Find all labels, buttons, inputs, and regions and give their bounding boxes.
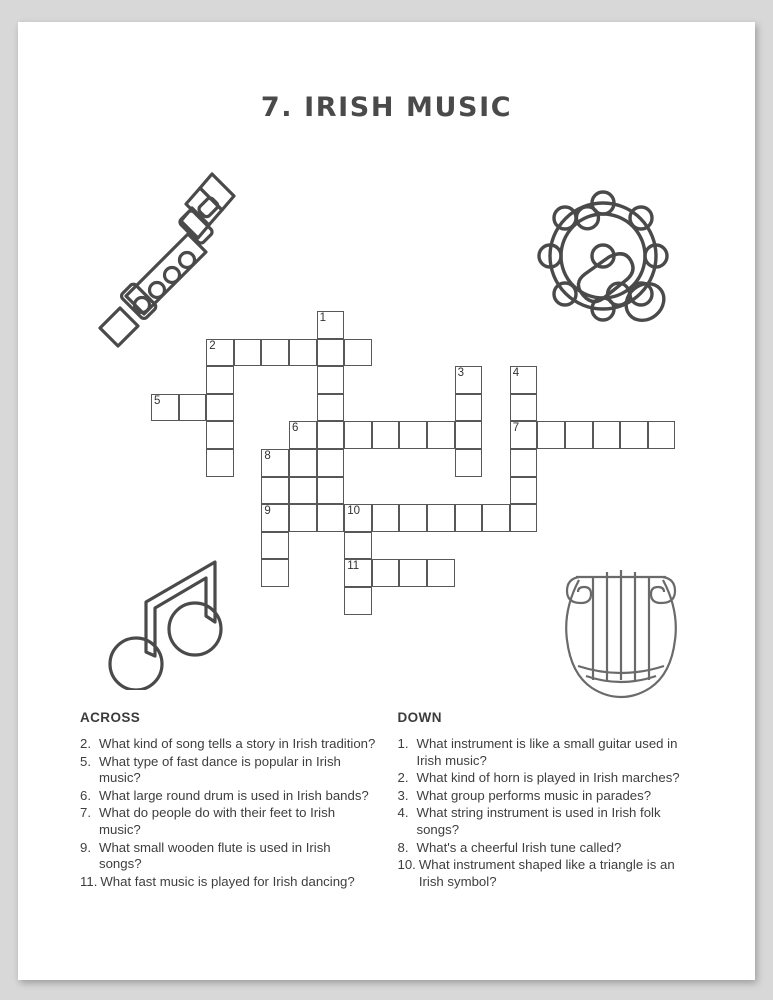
clue-text: What do people do with their feet to Irish music? bbox=[99, 805, 336, 837]
crossword-cell[interactable] bbox=[510, 421, 538, 449]
crossword-cell[interactable] bbox=[344, 339, 372, 367]
clue-number: 4. bbox=[397, 805, 409, 821]
crossword-cell[interactable] bbox=[261, 559, 289, 587]
crossword-cell[interactable] bbox=[537, 421, 565, 449]
crossword-cell[interactable] bbox=[399, 504, 427, 532]
clue-item bbox=[80, 805, 376, 838]
crossword-cell[interactable] bbox=[151, 394, 179, 422]
crossword-cell[interactable] bbox=[510, 366, 538, 394]
clue-item bbox=[80, 874, 376, 891]
clue-item bbox=[80, 788, 376, 805]
cell-number: 9 bbox=[264, 505, 271, 518]
crossword-cell[interactable] bbox=[482, 504, 510, 532]
crossword-cell[interactable] bbox=[372, 504, 400, 532]
crossword-cell[interactable] bbox=[289, 449, 317, 477]
crossword-cell[interactable] bbox=[455, 421, 483, 449]
clue-item bbox=[398, 736, 694, 769]
crossword-cell[interactable] bbox=[648, 421, 676, 449]
crossword-cell[interactable] bbox=[289, 339, 317, 367]
cell-number: 2 bbox=[209, 339, 216, 352]
clue-text: What large round drum is used in Irish bands? bbox=[99, 787, 369, 803]
clue-item bbox=[80, 754, 376, 787]
crossword-cell[interactable] bbox=[317, 366, 345, 394]
crossword-cell[interactable] bbox=[317, 311, 345, 339]
crossword-grid[interactable] bbox=[18, 22, 755, 722]
cell-number: 3 bbox=[457, 367, 464, 380]
crossword-cell[interactable] bbox=[289, 421, 317, 449]
crossword-cell[interactable] bbox=[565, 421, 593, 449]
crossword-cell[interactable] bbox=[372, 559, 400, 587]
crossword-cell[interactable] bbox=[344, 532, 372, 560]
cell-number: 4 bbox=[512, 367, 520, 380]
clue-text: What string instrument is used in Irish folk songs? bbox=[416, 805, 661, 837]
crossword-cell[interactable] bbox=[317, 449, 345, 477]
clue-number: 2. bbox=[80, 736, 91, 751]
cell-number: 1 bbox=[319, 312, 326, 324]
crossword-cell[interactable] bbox=[317, 394, 345, 422]
worksheet-sheet bbox=[18, 22, 755, 980]
crossword-cell[interactable] bbox=[261, 532, 289, 560]
cell-number: 8 bbox=[264, 450, 271, 462]
crossword-cell[interactable] bbox=[510, 449, 538, 477]
crossword-cell[interactable] bbox=[372, 421, 400, 449]
clue-text: What's a cheerful Irish tune called? bbox=[416, 839, 622, 855]
clue-number: 10. bbox=[397, 857, 416, 873]
clue-number: 1. bbox=[397, 736, 409, 751]
clue-number: 3. bbox=[397, 787, 409, 803]
clue-number: 6. bbox=[80, 787, 91, 803]
crossword-cell[interactable] bbox=[510, 394, 538, 422]
crossword-cell[interactable] bbox=[261, 477, 289, 505]
crossword-cell[interactable] bbox=[593, 421, 621, 449]
clue-item bbox=[398, 770, 694, 787]
crossword-cell[interactable] bbox=[455, 504, 483, 532]
crossword-cell[interactable] bbox=[179, 394, 207, 422]
clue-item bbox=[80, 736, 376, 753]
cell-number: 10 bbox=[347, 505, 360, 518]
crossword-cell[interactable] bbox=[399, 421, 427, 449]
crossword-cell[interactable] bbox=[261, 504, 289, 532]
clue-item bbox=[398, 857, 694, 890]
clue-number: 8. bbox=[397, 839, 409, 855]
crossword-cell[interactable] bbox=[289, 504, 317, 532]
cell-number: 6 bbox=[292, 422, 299, 435]
clue-number: 5. bbox=[80, 753, 91, 769]
clue-number: 11. bbox=[80, 873, 98, 889]
clue-number: 7. bbox=[80, 805, 91, 821]
crossword-cell[interactable] bbox=[206, 421, 234, 449]
clue-text: What kind of song tells a story in Irish tradition? bbox=[99, 736, 376, 751]
crossword-cell[interactable] bbox=[344, 421, 372, 449]
crossword-cell[interactable] bbox=[317, 339, 345, 367]
clue-text: What kind of horn is played in Irish marches? bbox=[416, 770, 680, 786]
down-column bbox=[398, 710, 694, 891]
crossword-cell[interactable] bbox=[620, 421, 648, 449]
clue-text: What instrument shaped like a triangle is an Irish symbol? bbox=[418, 857, 675, 889]
clue-item bbox=[80, 840, 376, 873]
clue-text: What group performs music in parades? bbox=[416, 787, 652, 803]
crossword-cell[interactable] bbox=[234, 339, 262, 367]
crossword-cell[interactable] bbox=[317, 421, 345, 449]
clues-section bbox=[18, 710, 755, 891]
clue-number: 9. bbox=[80, 839, 91, 855]
crossword-cell[interactable] bbox=[206, 394, 234, 422]
page-title: 7. IRISH MUSIC bbox=[260, 92, 513, 123]
clue-text: What instrument is like a small guitar used in Irish music? bbox=[416, 736, 678, 768]
crossword-cell[interactable] bbox=[399, 559, 427, 587]
crossword-cell[interactable] bbox=[344, 587, 372, 615]
down-clue-list bbox=[398, 736, 694, 890]
crossword-cell[interactable] bbox=[206, 366, 234, 394]
cell-number: 5 bbox=[154, 394, 161, 407]
crossword-cell[interactable] bbox=[455, 449, 483, 477]
across-column bbox=[80, 710, 376, 891]
crossword-cell[interactable] bbox=[455, 394, 483, 422]
clue-text: What small wooden flute is used in Irish songs? bbox=[99, 839, 331, 872]
clue-number: 2. bbox=[397, 770, 409, 786]
clue-item bbox=[398, 788, 694, 805]
crossword-cell[interactable] bbox=[289, 477, 317, 505]
down-heading: DOWN bbox=[397, 710, 442, 725]
crossword-cell[interactable] bbox=[510, 477, 538, 505]
crossword-cell[interactable] bbox=[206, 339, 234, 367]
clue-item bbox=[398, 805, 694, 838]
cell-number: 11 bbox=[347, 560, 360, 573]
crossword-cell[interactable] bbox=[344, 504, 372, 532]
crossword-cell[interactable] bbox=[510, 504, 538, 532]
clue-text: What fast music is played for Irish dancing? bbox=[100, 873, 355, 889]
across-clue-list bbox=[80, 736, 376, 890]
clue-item bbox=[398, 840, 694, 857]
crossword-cell[interactable] bbox=[206, 449, 234, 477]
crossword-cell[interactable] bbox=[344, 559, 372, 587]
across-heading: ACROSS bbox=[80, 710, 141, 725]
crossword-cell[interactable] bbox=[317, 504, 345, 532]
crossword-cell[interactable] bbox=[317, 477, 345, 505]
crossword-cell[interactable] bbox=[455, 366, 483, 394]
crossword-cell[interactable] bbox=[261, 339, 289, 367]
crossword-cell[interactable] bbox=[261, 449, 289, 477]
crossword-cell[interactable] bbox=[427, 421, 455, 449]
crossword-cell[interactable] bbox=[427, 559, 455, 587]
crossword-cell[interactable] bbox=[427, 504, 455, 532]
clue-text: What type of fast dance is popular in Irish music? bbox=[99, 753, 341, 786]
cell-number: 7 bbox=[512, 422, 520, 435]
